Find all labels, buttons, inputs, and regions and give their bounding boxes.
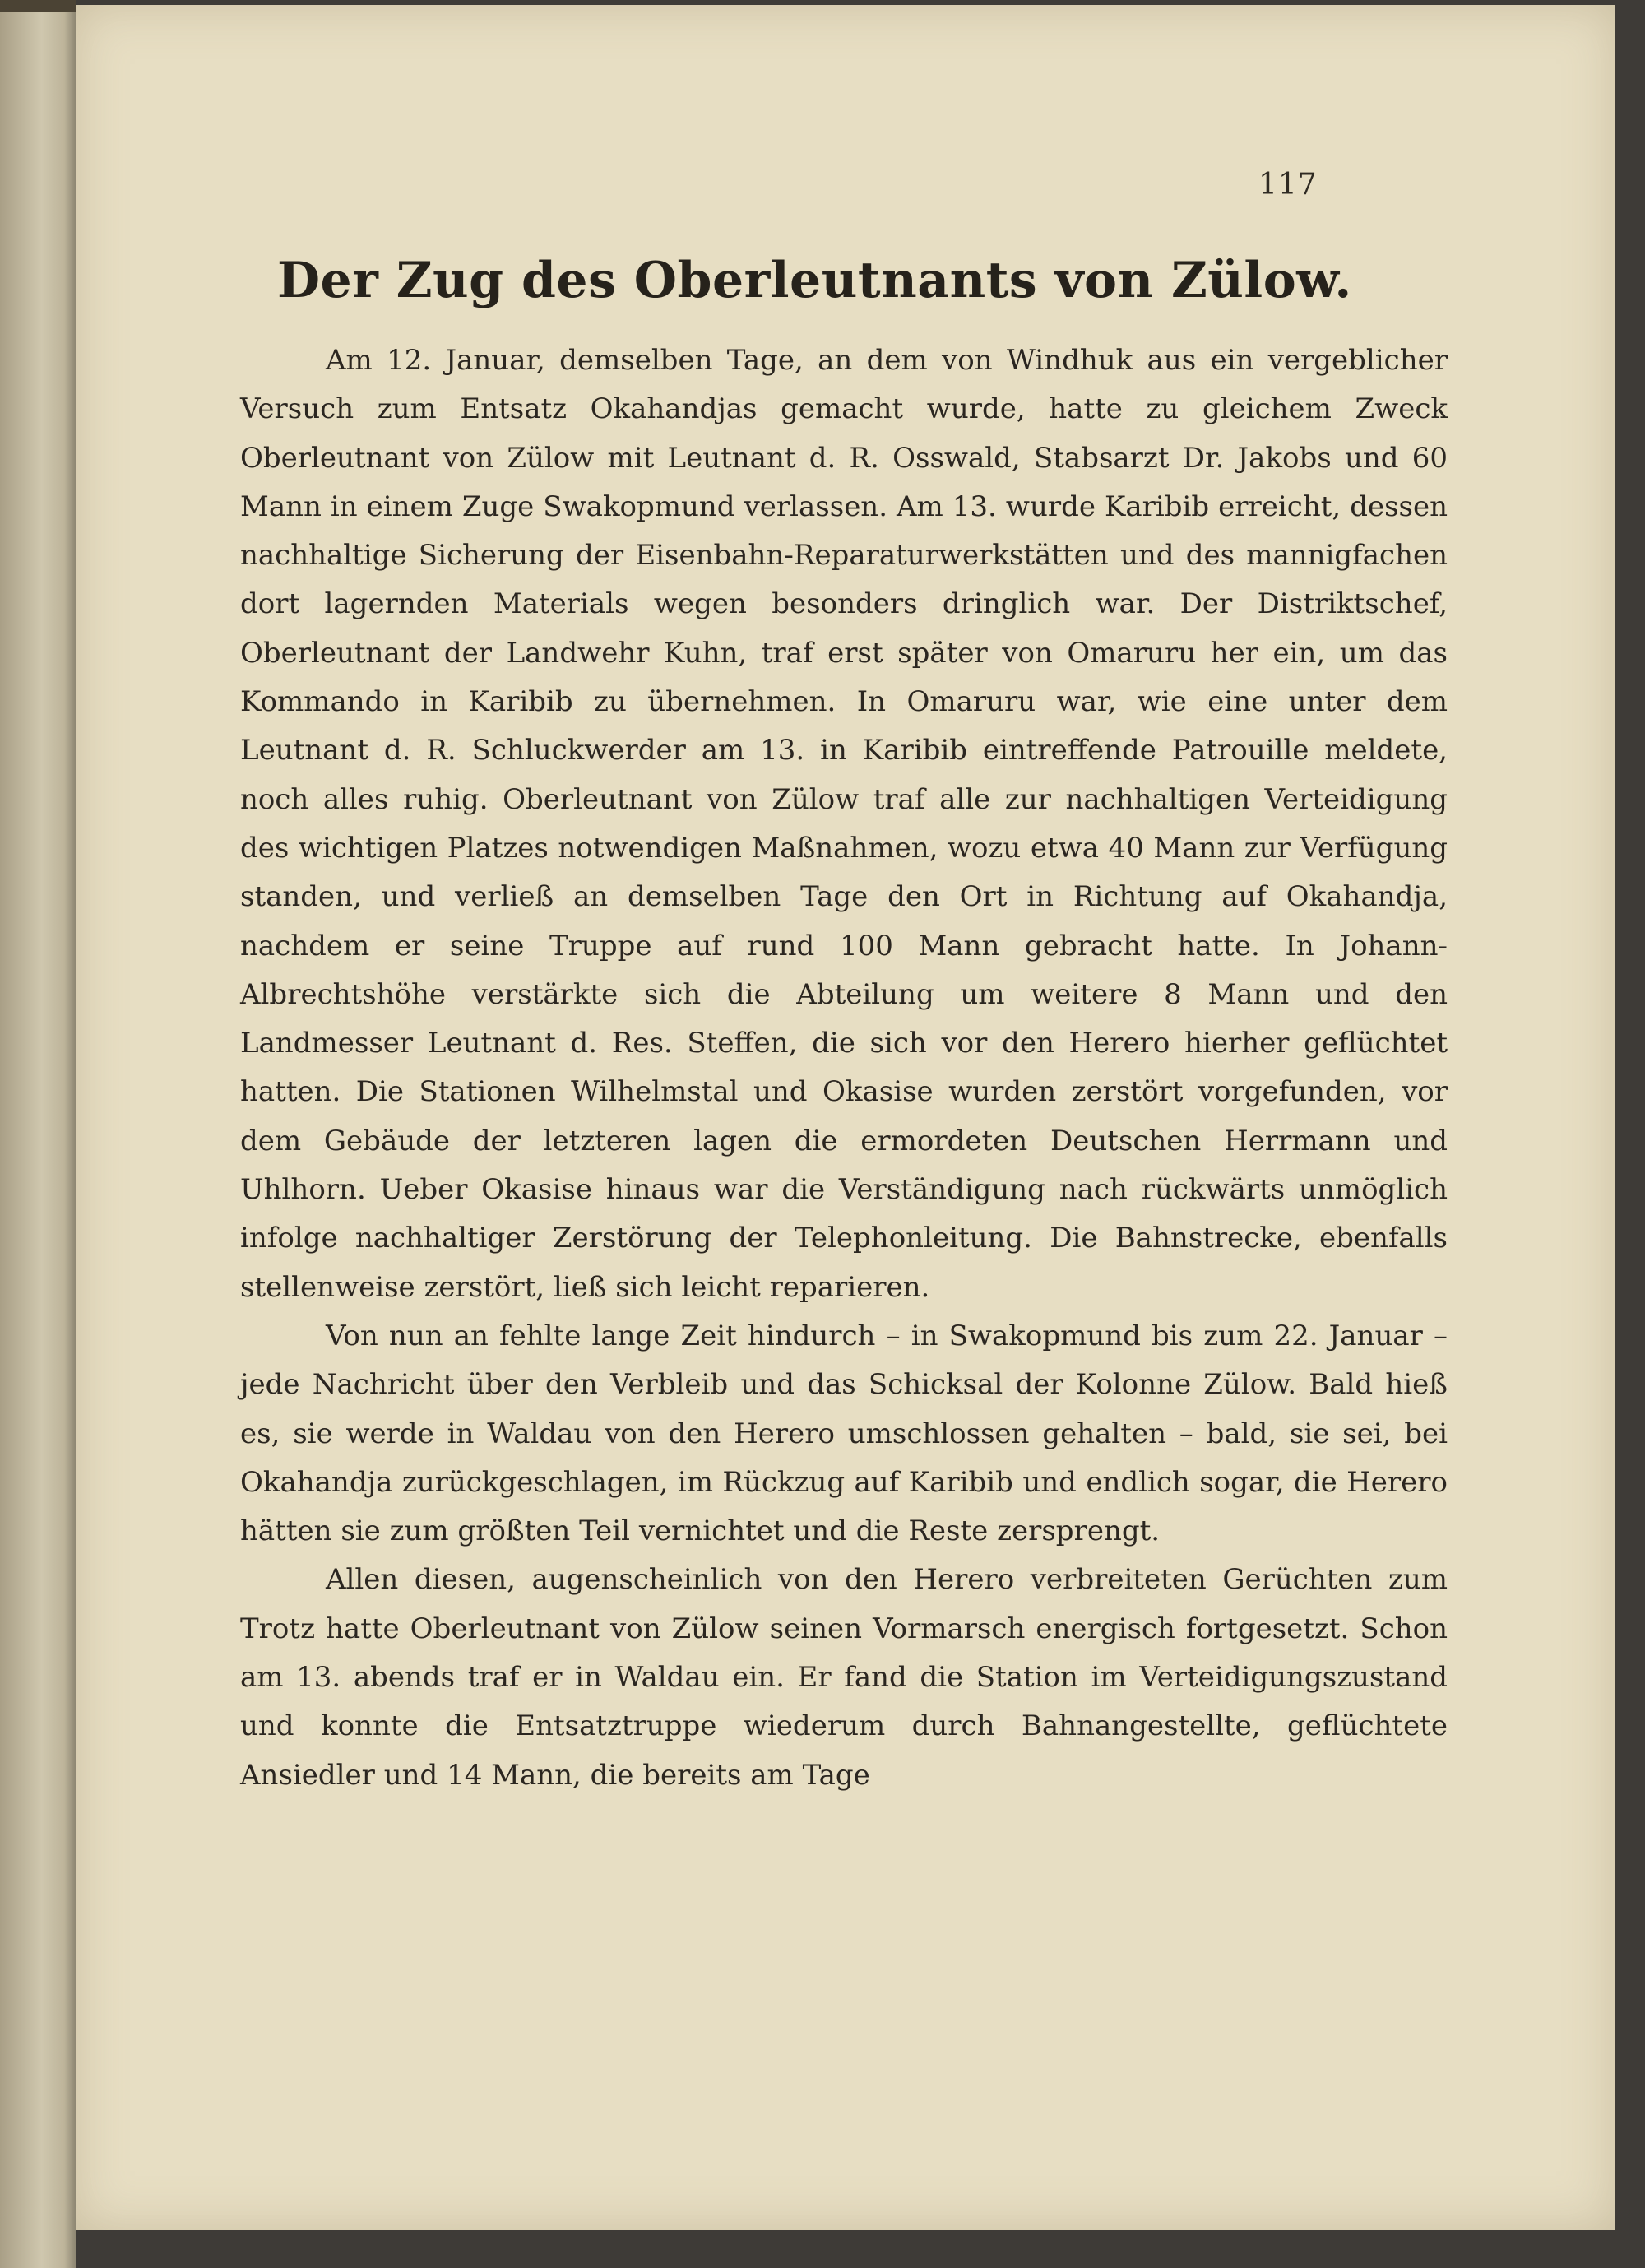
paragraph: Allen diesen, augenscheinlich von den Herero verbreiteten Gerüchten zum Trotz hatte Oberleutnant von Zülow seinen Vormarsch energisch fortgesetzt. Schon am 13. abends traf er in Waldau ein. Er fand die Station im Verteidigungszustand und konnte die Entsatztruppe wiederum durch Bahnangestellte, geflüchtete Ansiedler und 14 Mann, die bereits am Tage: [240, 1563, 1448, 1792]
body-text: [240, 336, 1448, 1800]
paragraph: Von nun an fehlte lange Zeit hindurch – in Swakopmund bis zum 22. Januar – jede Nachricht über den Verbleib und das Schicksal der Kolonne Zülow. Bald hieß es, sie werde in Waldau von den Herero umschlossen gehalten – bald, sie sei, bei Okahandja zurückgeschlagen, im Rückzug auf Karibib und endlich sogar, die Herero hätten sie zum größten Teil vernichtet und die Reste zersprengt.: [240, 1319, 1448, 1548]
page-number: 117: [1258, 168, 1318, 202]
paragraph: Am 12. Januar, demselben Tage, an dem von Windhuk aus ein vergeblicher Versuch zum Entsatz Okahandjas gemacht wurde, hatte zu gleichem Zweck Oberleutnant von Zülow mit Leutnant d. R. Osswald, Stabsarzt Dr. Jakobs und 60 Mann in einem Zuge Swakopmund verlassen. Am 13. wurde Karibib erreicht, dessen nachhaltige Sicherung der Eisenbahn-Reparaturwerkstätten und des mannigfachen dort lagernden Materials wegen besonders dringlich war. Der Distriktschef, Oberleutnant der Landwehr Kuhn, traf erst später von Omaruru her ein, um das Kommando in Karibib zu übernehmen. In Omaruru war, wie eine unter dem Leutnant d. R. Schluckwerder am 13. in Karibib eintreffende Patrouille meldete, noch alles ruhig. Oberleutnant von Zülow traf alle zur nachhaltigen Verteidigung des wichtigen Platzes notwendigen Maßnahmen, wozu etwa 40 Mann zur Verfügung standen, und verließ an demselben Tage den Ort in Richtung auf Okahandja, nachdem er seine Truppe auf rund 100 Mann gebracht hatte. In Johann-Albrechtshöhe verstärkte sich die Abteilung um weitere 8 Mann und den Landmesser Leutnant d. Res. Steffen, die sich vor den Herero hierher geflüchtet hatten. Die Stationen Wilhelmstal und Okasise wurden zerstört vorgefunden, vor dem Gebäude der letzteren lagen die ermordeten Deutschen Herrmann und Uhlhorn. Ueber Okasise hinaus war die Verständigung nach rückwärts unmöglich infolge nachhaltiger Zerstörung der Telephonleitung. Die Bahnstrecke, ebenfalls stellenweise zerstört, ließ sich leicht reparieren.: [240, 344, 1448, 1304]
book-page: [76, 5, 1615, 2230]
book-spine-edge: [0, 0, 76, 2268]
chapter-title: Der Zug des Oberleutnants von Zülow.: [277, 252, 1352, 309]
